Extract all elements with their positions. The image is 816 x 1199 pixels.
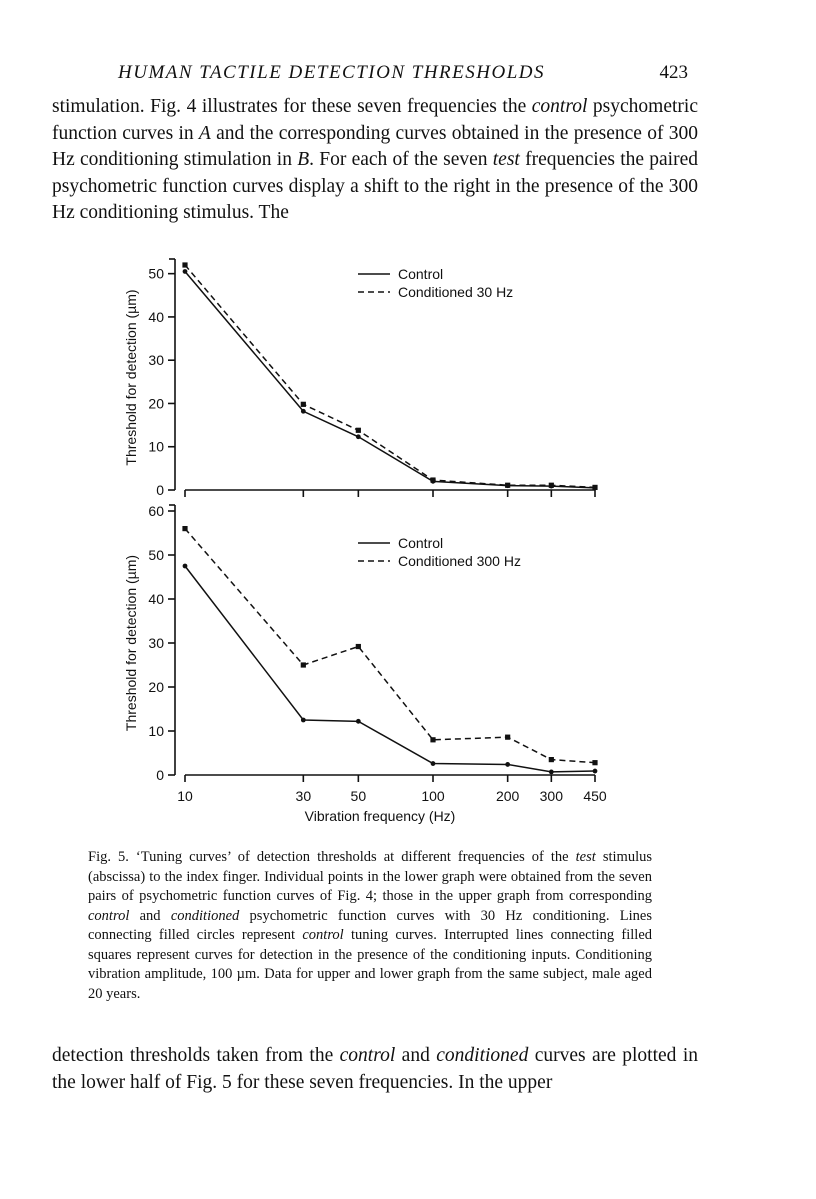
series-line-conditioned [185, 265, 595, 487]
italic-run: control [88, 907, 130, 924]
data-point-square [301, 662, 306, 667]
data-point-circle [301, 409, 306, 414]
italic-run: test [492, 149, 520, 170]
y-tick-label: 40 [148, 308, 164, 325]
y-tick-label: 20 [148, 679, 164, 695]
data-point-circle [593, 769, 598, 774]
data-point-square [505, 735, 510, 740]
text-run: psychometric function curves with 30 Hz conditioning. Lines connecting filled circles represent [88, 907, 653, 943]
data-point-square [592, 760, 597, 765]
data-point-circle [356, 719, 361, 724]
italic-run: B [297, 149, 310, 170]
data-point-square [549, 483, 554, 488]
text-run: and [129, 907, 171, 924]
italic-run: A [198, 122, 211, 144]
x-tick-label: 50 [350, 788, 367, 804]
text-run: tuning curves. Interrupted lines connecting filled squares represent curves for detection in the presence of the conditioning inputs. Conditioning vibration amplitude, 100 µm. Data for upper and lower graph from the same subject, male aged 20 years. [88, 927, 653, 1002]
text-run: and the corresponding curves obtained in the presence of 300 Hz conditioning stimulation in [52, 122, 698, 170]
data-point-circle [301, 718, 306, 723]
data-point-square [356, 428, 361, 433]
italic-run: conditioned [436, 1045, 529, 1066]
x-axis-label: Vibration frequency (Hz) [304, 808, 456, 824]
running-header [118, 62, 698, 88]
y-tick-label: 40 [148, 591, 164, 607]
text-run: stimulation. Fig. 4 illustrates for these seven frequencies the [52, 96, 532, 117]
y-tick-label: 50 [148, 265, 164, 282]
data-point-square [356, 644, 361, 649]
italic-run: test [575, 849, 596, 865]
page-number: 423 [659, 62, 688, 83]
figure-5 [110, 245, 630, 835]
legend-label: Conditioned 300 Hz [398, 553, 521, 569]
y-tick-label: 20 [148, 395, 164, 412]
data-point-square [182, 526, 187, 531]
x-tick-label: 30 [295, 788, 312, 804]
italic-run: control [302, 927, 344, 943]
italic-run: conditioned [170, 907, 240, 924]
text-run: and [395, 1045, 437, 1066]
x-tick-label: 300 [539, 788, 564, 804]
y-tick-label: 60 [148, 503, 164, 519]
text-run: detection thresholds taken from the [52, 1045, 340, 1066]
legend-label: Conditioned 30 Hz [398, 284, 514, 300]
text-run: . For each of the seven [309, 149, 493, 170]
y-tick-label: 30 [148, 635, 164, 651]
series-line-control [185, 271, 595, 487]
data-point-circle [183, 269, 188, 274]
y-tick-label: 50 [148, 547, 164, 563]
chart-upper [123, 259, 598, 498]
data-point-square [182, 262, 187, 267]
y-tick-label: 10 [148, 438, 164, 455]
y-tick-label: 10 [148, 723, 164, 739]
legend-label: Control [398, 535, 444, 551]
y-tick-label: 30 [148, 352, 164, 369]
data-point-square [430, 477, 435, 482]
text-run: psychometric function curves in [52, 96, 698, 144]
figure-caption [88, 848, 652, 1004]
data-point-circle [549, 770, 554, 775]
data-point-square [301, 402, 306, 407]
italic-run: control [339, 1045, 396, 1066]
text-run: curves are plotted in the lower half of Fig. 5 for these seven frequencies. In the upper [52, 1045, 698, 1093]
text-run: stimulus (abscissa) to the index finger. Individual points in the lower graph were obtained from the seven pairs of psychometric function curves of Fig. 4; those in the upper graph from corresponding [88, 849, 652, 904]
tuning-curves-figure [110, 245, 630, 835]
y-axis-label: Threshold for detection (µm) [123, 554, 139, 732]
x-tick-label: 10 [177, 788, 193, 804]
data-point-circle [356, 434, 361, 439]
x-tick-label: 450 [583, 788, 607, 804]
data-point-square [549, 757, 554, 762]
data-point-square [505, 483, 510, 488]
legend-label: Control [398, 266, 444, 282]
text-run: frequencies the paired psychometric function curves display a shift to the right in the presence of the 300 Hz conditioning stimulus. The [52, 149, 698, 223]
italic-run: control [531, 96, 588, 117]
body-paragraph-top [52, 94, 698, 227]
y-tick-label: 0 [156, 767, 164, 783]
body-paragraph-bottom [52, 1043, 698, 1096]
running-title: HUMAN TACTILE DETECTION THRESHOLDS [118, 62, 545, 83]
series-line-control [185, 566, 595, 772]
chart-lower [123, 503, 607, 824]
data-point-square [592, 485, 597, 490]
x-tick-label: 200 [495, 788, 520, 804]
data-point-circle [183, 564, 188, 569]
data-point-circle [505, 762, 510, 767]
text-run: Fig. 5. ‘Tuning curves’ of detection thresholds at different frequencies of the [88, 849, 576, 865]
data-point-circle [431, 761, 436, 766]
x-tick-label: 100 [421, 788, 445, 804]
y-tick-label: 0 [156, 482, 164, 498]
y-axis-label: Threshold for detection (µm) [123, 289, 139, 466]
data-point-square [430, 737, 435, 742]
